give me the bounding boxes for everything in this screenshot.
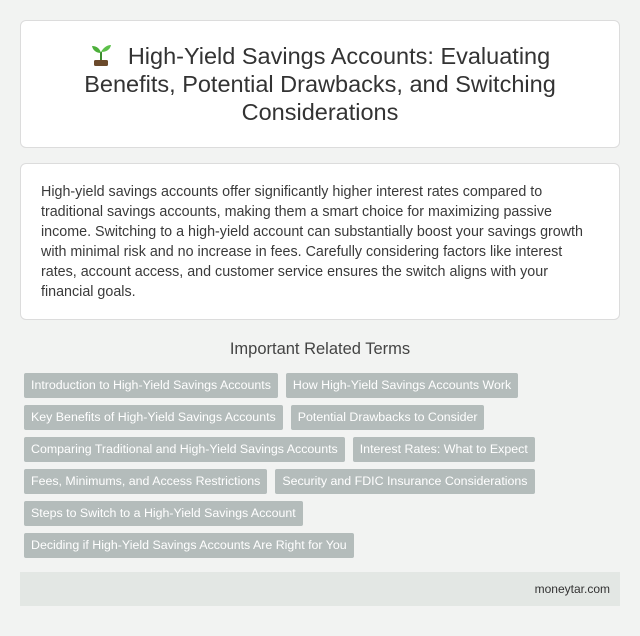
tag-row <box>24 373 624 405</box>
related-term-tag[interactable]: Comparing Traditional and High-Yield Savings Accounts <box>24 437 345 462</box>
tag-row <box>24 501 624 533</box>
title-card <box>20 20 620 148</box>
related-term-tag[interactable]: Deciding if High-Yield Savings Accounts Are Right for You <box>24 533 354 558</box>
related-term-tag[interactable]: Security and FDIC Insurance Considerations <box>275 469 534 494</box>
tag-row <box>24 533 624 565</box>
tag-row <box>24 469 624 501</box>
page-title-text: High-Yield Savings Accounts: Evaluating Benefits, Potential Drawbacks, and Switching Considerations <box>84 43 556 125</box>
related-term-tag[interactable]: Introduction to High-Yield Savings Accounts <box>24 373 278 398</box>
related-term-tag[interactable]: Key Benefits of High-Yield Savings Accounts <box>24 405 283 430</box>
related-term-tag[interactable]: Fees, Minimums, and Access Restrictions <box>24 469 267 494</box>
summary-text: High-yield savings accounts offer significantly higher interest rates compared to traditional savings accounts, making them a smart choice for maximizing passive income. Switching to a high-yield account can substantially boost your savings growth with minimal risk and no increase in fees. Carefully considering factors like interest rates, account access, and customer service ensures the switch aligns with your financial goals. <box>41 184 583 300</box>
related-terms-heading: Important Related Terms <box>229 340 411 358</box>
related-term-tag[interactable]: Steps to Switch to a High-Yield Savings Account <box>24 501 303 526</box>
page-title <box>51 42 589 126</box>
related-term-tag[interactable]: Interest Rates: What to Expect <box>353 437 535 462</box>
sprout-icon <box>90 43 112 67</box>
related-term-tag[interactable]: How High-Yield Savings Accounts Work <box>286 373 518 398</box>
related-terms-list <box>24 373 624 565</box>
tag-row <box>24 437 624 469</box>
footer <box>20 572 620 606</box>
footer-site-link[interactable]: moneytar.com <box>534 582 610 596</box>
summary-card <box>20 163 620 320</box>
tag-row <box>24 405 624 437</box>
related-term-tag[interactable]: Potential Drawbacks to Consider <box>291 405 485 430</box>
